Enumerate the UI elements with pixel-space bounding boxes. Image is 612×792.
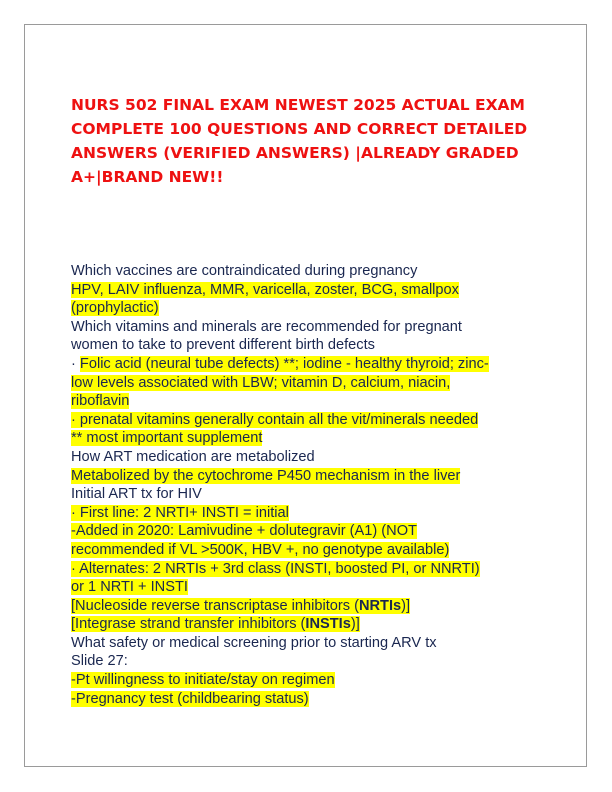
highlight: · First line: 2 NRTI+ INSTI = initial bbox=[71, 504, 289, 521]
question-art-metabolism: How ART medication are metabolized bbox=[71, 448, 315, 465]
question-screening-line-1: What safety or medical screening prior to starting ARV tx bbox=[71, 634, 437, 651]
highlight: ** most important supplement bbox=[71, 430, 263, 447]
qa-content bbox=[71, 262, 546, 708]
answer-vaccines-line-1 bbox=[71, 281, 546, 300]
highlight bbox=[71, 616, 360, 632]
answer-initial-art-line-6 bbox=[71, 597, 546, 616]
highlight bbox=[71, 598, 410, 614]
answer-initial-art-line-7 bbox=[71, 615, 546, 634]
answer-screening-line-2 bbox=[71, 690, 546, 709]
insti-abbreviation: INSTIs bbox=[305, 616, 351, 633]
highlight: Folic acid (neural tube defects) **; iodine - healthy thyroid; zinc- bbox=[79, 355, 489, 372]
highlight: low levels associated with LBW; vitamin D, calcium, niacin, bbox=[71, 374, 451, 391]
nrti-abbreviation: NRTIs bbox=[358, 597, 402, 614]
answer-vitamins-line-2 bbox=[71, 374, 546, 393]
answer-initial-art-line-1 bbox=[71, 504, 546, 523]
highlight: -Pregnancy test (childbearing status) bbox=[71, 690, 309, 707]
answer-vitamins-line-4 bbox=[71, 411, 546, 430]
answer-vitamins-line-5 bbox=[71, 429, 546, 448]
answer-initial-art-line-5 bbox=[71, 578, 546, 597]
question-screening-line-2: Slide 27: bbox=[71, 653, 128, 670]
highlight: · prenatal vitamins generally contain all the vit/minerals needed bbox=[71, 411, 479, 428]
highlight: or 1 NRTI + INSTI bbox=[71, 579, 188, 596]
document-title: NURS 502 FINAL EXAM NEWEST 2025 ACTUAL EXAM COMPLETE 100 QUESTIONS AND CORRECT DETAILED ANSWERS (VERIFIED ANSWERS) |ALREADY GRADED A+|BRAND NEW!! bbox=[71, 96, 528, 186]
highlight: -Pt willingness to initiate/stay on regimen bbox=[71, 672, 335, 689]
bracket-close: )] bbox=[401, 597, 411, 614]
highlight: recommended if VL >500K, HBV +, no genotype available) bbox=[71, 541, 450, 558]
question-vaccines: Which vaccines are contraindicated during pregnancy bbox=[71, 263, 418, 279]
question-vitamins-line-2: women to take to prevent different birth defects bbox=[71, 337, 375, 354]
answer-vitamins-line-1 bbox=[71, 355, 546, 374]
answer-art-metabolism bbox=[71, 467, 546, 486]
question-initial-art: Initial ART tx for HIV bbox=[71, 486, 202, 503]
highlight: riboflavin bbox=[71, 393, 130, 410]
answer-initial-art-line-4 bbox=[71, 560, 546, 579]
bullet: · bbox=[71, 355, 80, 372]
highlight: HPV, LAIV influenza, MMR, varicella, zoster, BCG, smallpox bbox=[71, 281, 459, 298]
answer-initial-art-line-2 bbox=[71, 522, 546, 541]
bracket-close: )] bbox=[350, 616, 360, 633]
highlight: (prophylactic) bbox=[71, 300, 159, 317]
answer-vitamins-line-3 bbox=[71, 392, 546, 411]
answer-screening-line-1 bbox=[71, 671, 546, 690]
answer-initial-art-line-3 bbox=[71, 541, 546, 560]
highlight: -Added in 2020: Lamivudine + dolutegravir (A1) (NOT bbox=[71, 523, 417, 540]
highlight: Metabolized by the cytochrome P450 mechanism in the liver bbox=[71, 467, 461, 484]
nrti-definition: [Nucleoside reverse transcriptase inhibitors ( bbox=[71, 597, 359, 614]
highlight: · Alternates: 2 NRTIs + 3rd class (INSTI, boosted PI, or NNRTI) bbox=[71, 560, 480, 577]
answer-vaccines-line-2 bbox=[71, 299, 546, 318]
insti-definition: [Integrase strand transfer inhibitors ( bbox=[71, 616, 306, 633]
question-vitamins-line-1: Which vitamins and minerals are recommended for pregnant bbox=[71, 318, 462, 335]
